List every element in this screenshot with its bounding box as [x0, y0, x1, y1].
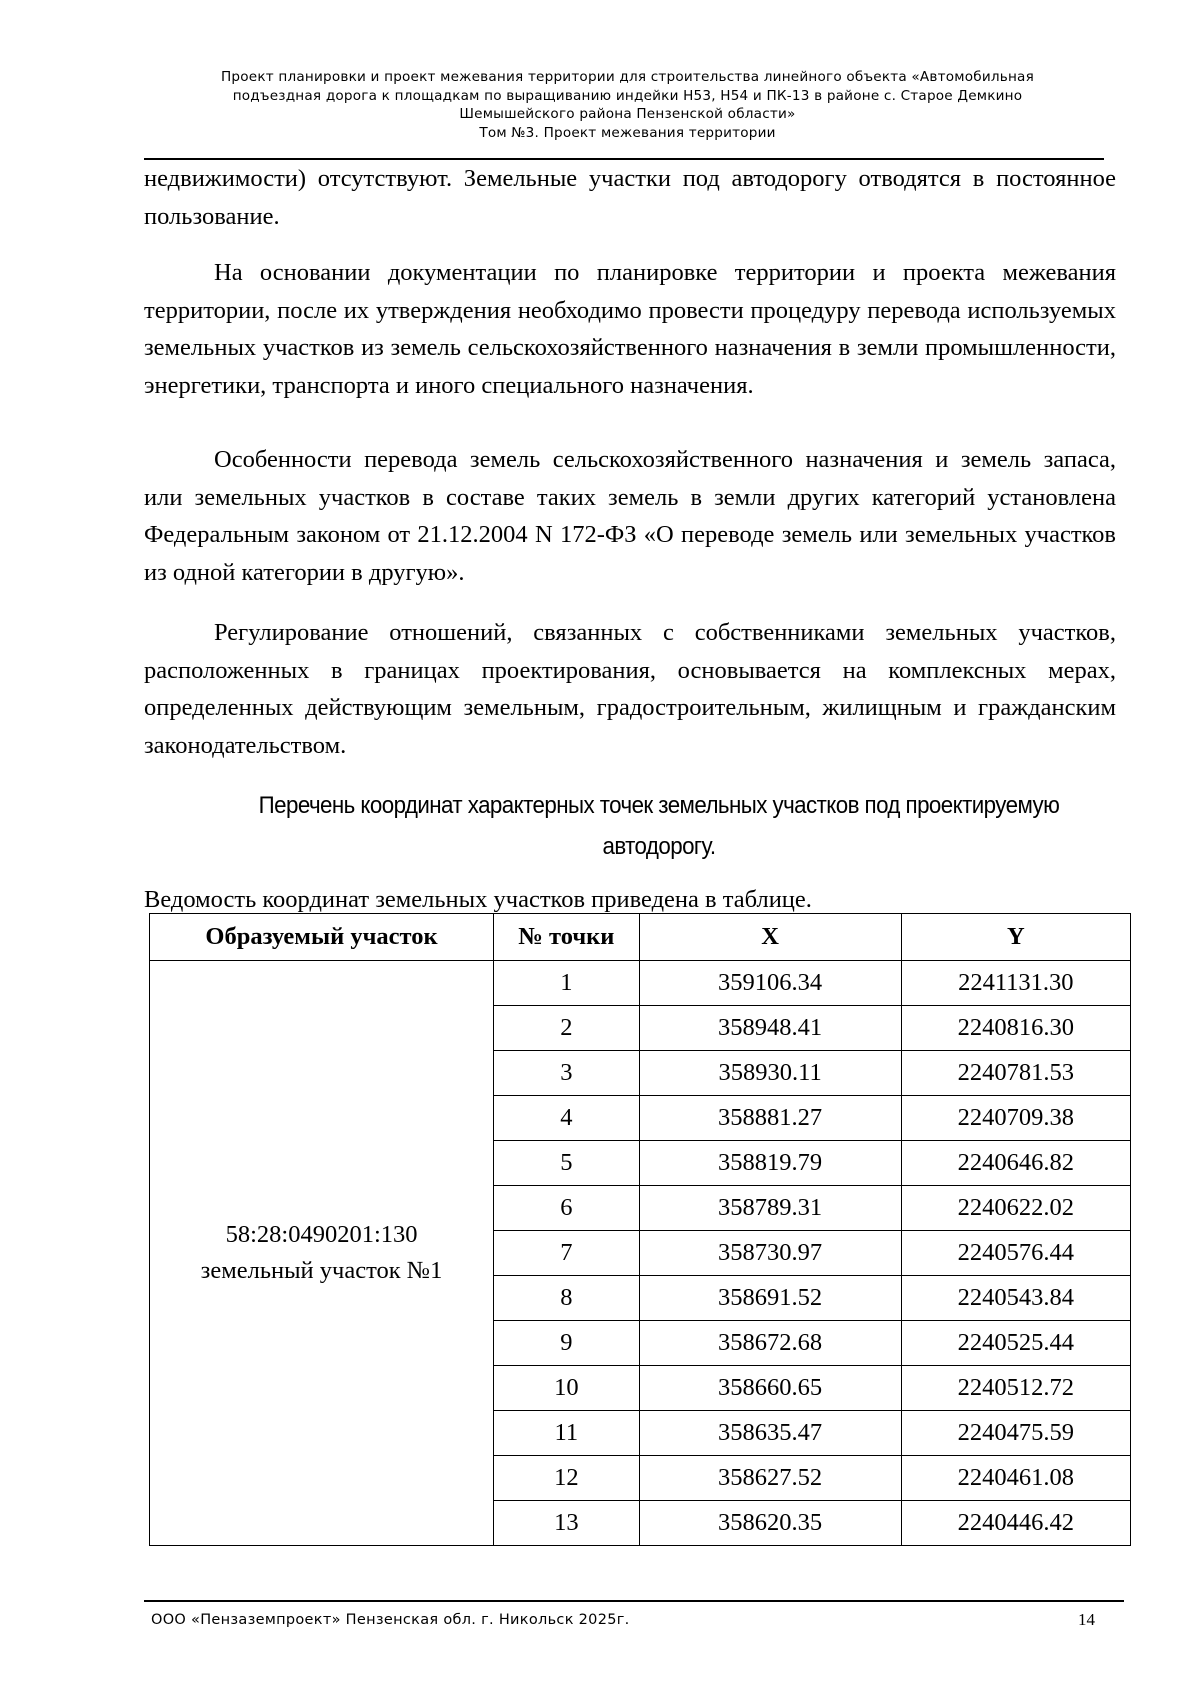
- paragraph-4: Регулирование отношений, связанных с собственниками земельных участков, расположенных в границах проектирования, основывается на комплексных мерах, определенных действующим земельным, градостроительным, жилищным и гражданским законодательством.: [144, 619, 1116, 759]
- footer-organization: ООО «Пензаземпроект» Пензенская обл. г. Никольск 2025г.: [151, 1612, 630, 1628]
- coordinates-table-body: [150, 961, 1131, 1546]
- paragraph-1: недвижимости) отсутствуют. Земельные участки под автодорогу отводятся в постоянное пользование.: [144, 165, 1116, 230]
- plot-cell: [150, 961, 494, 1546]
- point-number: 6: [494, 1186, 640, 1231]
- point-y: 2240543.84: [901, 1276, 1130, 1321]
- point-number: 13: [494, 1501, 640, 1546]
- point-x: 358627.52: [639, 1456, 901, 1501]
- point-y: 2240512.72: [901, 1366, 1130, 1411]
- point-x: 358819.79: [639, 1141, 901, 1186]
- header-plot: Образуемый участок: [150, 914, 494, 961]
- header-y: Y: [901, 914, 1130, 961]
- point-y: 2240576.44: [901, 1231, 1130, 1276]
- plot-name: земельный участок №1: [200, 1257, 443, 1284]
- point-number: 1: [494, 961, 640, 1006]
- point-x: 359106.34: [639, 961, 901, 1006]
- table-caption: Ведомость координат земельных участков приведена в таблице.: [144, 886, 812, 913]
- running-header: [150, 68, 1105, 142]
- header-line-1: Проект планировки и проект межевания территории для строительства линейного объекта «Автомобильная: [221, 69, 1034, 85]
- point-x: 358930.11: [639, 1051, 901, 1096]
- point-number: 10: [494, 1366, 640, 1411]
- point-x: 358660.65: [639, 1366, 901, 1411]
- point-number: 2: [494, 1006, 640, 1051]
- section-title-line-2: автодорогу.: [602, 833, 716, 860]
- header-line-2: подъездная дорога к площадкам по выращиванию индейки Н53, Н54 и ПК-13 в районе с. Старое Демкино: [232, 87, 1023, 104]
- point-x: 358881.27: [639, 1096, 901, 1141]
- footer-divider: [144, 1600, 1124, 1602]
- point-x: 358730.97: [639, 1231, 901, 1276]
- point-number: 11: [494, 1411, 640, 1456]
- point-y: 2240781.53: [901, 1051, 1130, 1096]
- point-number: 8: [494, 1276, 640, 1321]
- point-x: 358691.52: [639, 1276, 901, 1321]
- header-x: X: [639, 914, 901, 961]
- header-line-3: Шемышейского района Пензенской области»: [459, 106, 796, 122]
- section-title: [180, 785, 1138, 867]
- table-row: [150, 961, 1131, 1006]
- point-y: 2240446.42: [901, 1501, 1130, 1546]
- paragraph-3: Особенности перевода земель сельскохозяйственного назначения и земель запаса, или земельных участков в составе таких земель в земли других категорий установлена Федеральным законом от 21.12.2004 N 172-ФЗ «О переводе земель или земельных участков из одной категории в другую».: [144, 446, 1116, 586]
- point-y: 2241131.30: [901, 961, 1130, 1006]
- paragraph-2: На основании документации по планировке территории и проекта межевания территории, после их утверждения необходимо провести процедуру перевода используемых земельных участков из земель сельскохозяйственного назначения в земли промышленности, энергетики, транспорта и иного специального назначения.: [144, 259, 1116, 399]
- point-number: 9: [494, 1321, 640, 1366]
- section-title-line-1: Перечень координат характерных точек земельных участков под проектируемую: [258, 792, 1060, 819]
- header-point-number: № точки: [494, 914, 640, 961]
- point-y: 2240461.08: [901, 1456, 1130, 1501]
- point-number: 12: [494, 1456, 640, 1501]
- point-y: 2240816.30: [901, 1006, 1130, 1051]
- point-x: 358620.35: [639, 1501, 901, 1546]
- point-x: 358948.41: [639, 1006, 901, 1051]
- plot-cadastral-number: 58:28:0490201:130: [225, 1221, 418, 1248]
- point-y: 2240525.44: [901, 1321, 1130, 1366]
- table-header-row: [150, 914, 1131, 961]
- header-line-4: Том №3. Проект межевания территории: [479, 124, 776, 141]
- point-number: 5: [494, 1141, 640, 1186]
- point-y: 2240622.02: [901, 1186, 1130, 1231]
- point-number: 4: [494, 1096, 640, 1141]
- coordinates-table: [149, 913, 1131, 1546]
- point-x: 358789.31: [639, 1186, 901, 1231]
- page-number: 14: [1078, 1610, 1095, 1629]
- point-number: 7: [494, 1231, 640, 1276]
- point-y: 2240475.59: [901, 1411, 1130, 1456]
- point-x: 358672.68: [639, 1321, 901, 1366]
- point-x: 358635.47: [639, 1411, 901, 1456]
- point-number: 3: [494, 1051, 640, 1096]
- point-y: 2240646.82: [901, 1141, 1130, 1186]
- point-y: 2240709.38: [901, 1096, 1130, 1141]
